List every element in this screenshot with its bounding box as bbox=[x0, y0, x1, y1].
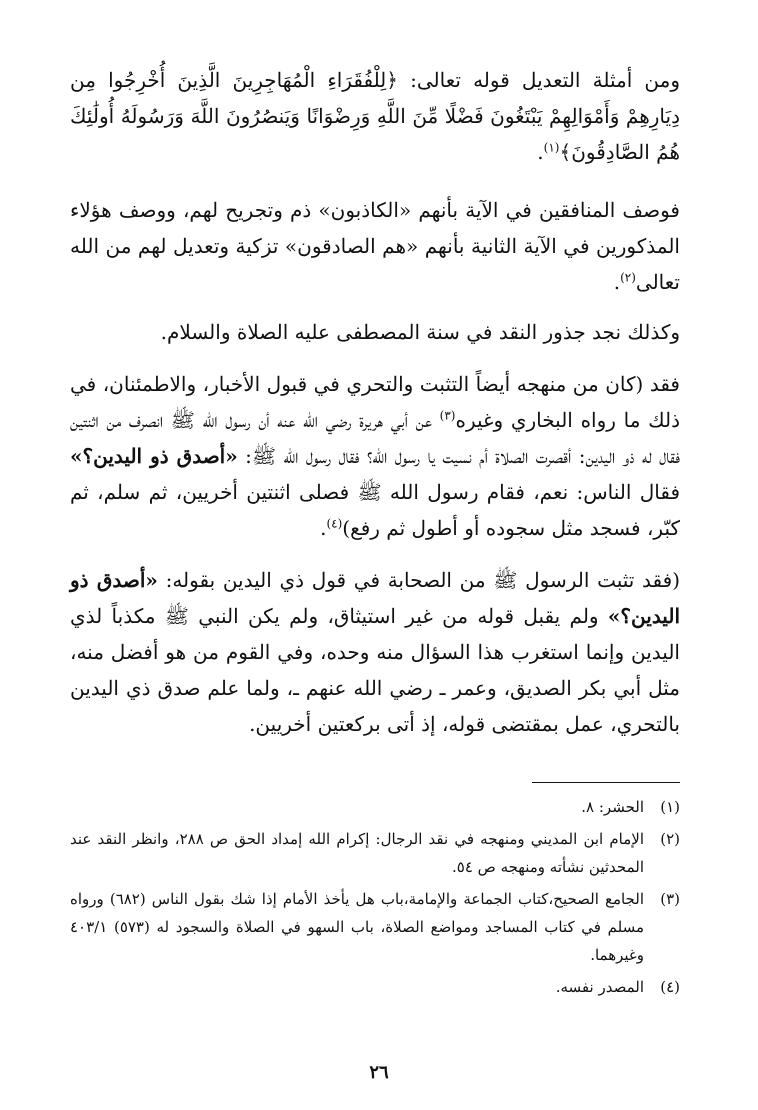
paragraph-text: فقال الناس: نعم، فقام رسول الله ﷺ فصلى اثنتين أخريين، ثم سلم، ثم كبّر، فسجد مثل سجوده أو أطول ثم رفع) bbox=[70, 480, 680, 540]
footnote bbox=[70, 825, 680, 881]
footnotes bbox=[70, 793, 680, 1001]
paragraph-text: ولم يقبل قوله من غير استيثاق، ولم يكن النبي ﷺ مكذباً لذي اليدين وإنما استغرب هذا السؤال منه وحده، وفي القوم من هو أفضل منه، مثل أبي بكر الصديق، وعمر ـ رضي الله عنهم ـ، ولما علم صدق ذي اليدين بالتحري، عمل بمقتضى قوله، إذ أتى بركعتين أخريين. bbox=[70, 604, 680, 736]
footnote-ref-3[interactable]: (٣) bbox=[439, 408, 456, 423]
bold-quote: «أصدق ذو اليدين؟» bbox=[70, 568, 680, 628]
paragraph-sunnah bbox=[70, 314, 680, 350]
footnote-text: المصدر نفسه. bbox=[555, 978, 644, 996]
paragraph-text: فقد (كان من منهجه أيضاً التثبت والتحري في قبول الأخبار، والاطمئنان، في ذلك ما رواه البخاري وغيره bbox=[70, 372, 680, 432]
paragraph-commentary bbox=[70, 562, 680, 742]
paragraph-text: (فقد تثبت الرسول ﷺ من الصحابة في قول ذي اليدين بقوله: bbox=[157, 568, 680, 592]
paragraph-text: فوصف المنافقين في الآية بأنهم «الكاذبون» ذم وتجريح لهم، ووصف هؤلاء المذكورين في الآية الثانية بأنهم «هم الصادقون» تزكية وتعديل لهم من الله تعالى bbox=[70, 198, 680, 294]
footnote-divider bbox=[532, 782, 680, 783]
footnote-text: الجامع الصحيح،كتاب الجماعة والإمامة،باب هل يأخذ الأمام إذا شك بقول الناس (٦٨٢) ورواه مسلم في كتاب المساجد ومواضع الصلاة، باب السهو في الصلاة والسجود له (٥٧٣) ٤٠٣/١ وغيرهما. bbox=[70, 890, 645, 964]
footnote bbox=[70, 885, 680, 969]
footnote bbox=[70, 793, 680, 821]
bold-quote: «أصدق ذو اليدين؟» bbox=[70, 444, 238, 468]
footnote-text: الإمام ابن المديني ومنهجه في نقد الرجال: إكرام الله إمداد الحق ص ٢٨٨، وانظر النقد عند المحدثين نشأته ومنهجه ص ٥٤. bbox=[70, 830, 644, 876]
quran-verse: ﴿لِلْفُقَرَاءِ الْمُهَاجِرِينَ الَّذِينَ أُخْرِجُوا مِن دِيَارِهِمْ وَأَمْوَالِهِمْ يَبْتَغُونَ فَضْلًا مِّنَ اللَّهِ وَرِضْوَانًا وَيَنصُرُونَ اللَّهَ وَرَسُولَهُ أُولَٰئِكَ هُمُ الصَّادِقُونَ﴾ bbox=[70, 68, 680, 164]
paragraph-text: عن أبي هريرة رضي الله عنه أن رسول الله ﷺ انصرف من اثنتين فقال له ذو اليدين: أقصرت الصلاة أم نسيت يا رسول الله؟ فقال رسول الله ﷺ: bbox=[70, 408, 681, 468]
footnote bbox=[70, 973, 680, 1001]
footnote-ref-4[interactable]: (٤) bbox=[326, 516, 343, 531]
footnote-number: (٢) bbox=[660, 830, 680, 848]
paragraph-text: وكذلك نجد جذور النقد في سنة المصطفى عليه الصلاة والسلام. bbox=[160, 320, 680, 344]
paragraph-hadith bbox=[70, 366, 680, 546]
footnote-number: (١) bbox=[660, 798, 680, 816]
footnote-number: (٤) bbox=[660, 978, 680, 996]
intro-text: ومن أمثلة التعديل قوله تعالى: bbox=[398, 68, 680, 92]
footnote-ref-1[interactable]: (١) bbox=[543, 140, 560, 155]
sentence-end: . bbox=[537, 140, 544, 164]
paragraph-quran-example bbox=[70, 62, 680, 170]
footnote-number: (٣) bbox=[660, 890, 680, 908]
page-number: ٢٦ bbox=[369, 1062, 389, 1083]
footnote-text: الحشر: ٨. bbox=[581, 798, 644, 816]
sentence-end: . bbox=[613, 270, 621, 294]
footnote-ref-2[interactable]: (٢) bbox=[620, 270, 636, 285]
sentence-end: . bbox=[320, 516, 327, 540]
paragraph-description bbox=[70, 192, 680, 300]
